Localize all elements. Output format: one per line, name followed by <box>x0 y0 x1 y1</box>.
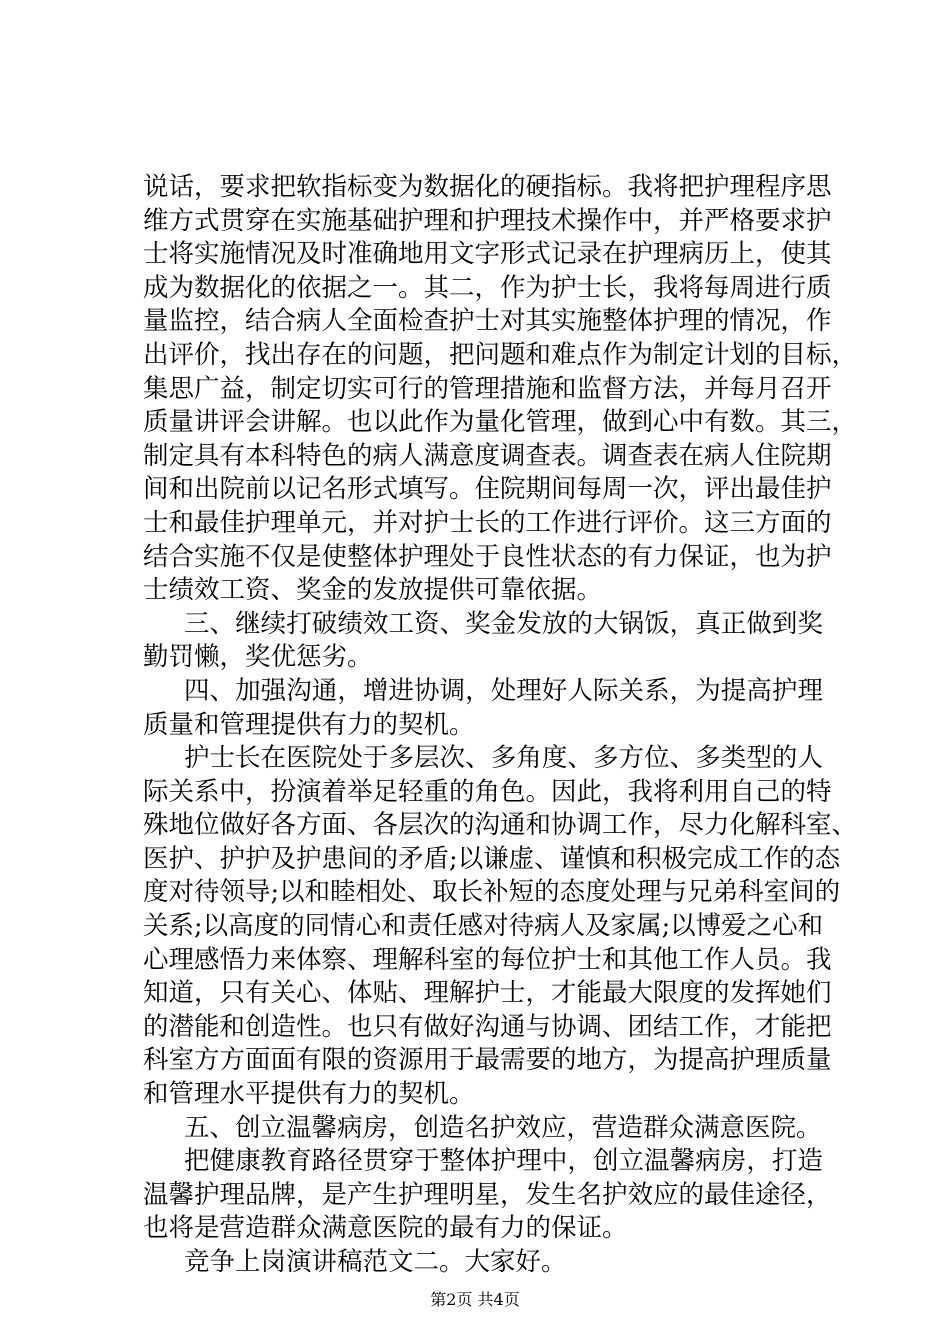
text-line: 量监控，结合病人全面检查护士对其实施整体护理的情况，作 <box>143 306 832 337</box>
text-line: 结合实施不仅是使整体护理处于良性状态的有力保证，也为护 <box>143 541 832 572</box>
text-line: 温馨护理品牌，是产生护理明星，发生名护效应的最佳途径， <box>143 1179 832 1210</box>
text-line: 出评价，找出存在的问题，把问题和难点作为制定计划的目标， <box>143 339 858 370</box>
text-line: 质量讲评会讲解。也以此作为量化管理，做到心中有数。其三， <box>143 407 858 438</box>
text-line: 的潜能和创造性。也只有做好沟通与协调、团结工作，才能把 <box>143 1011 832 1042</box>
text-line: 关系;以高度的同情心和责任感对待病人及家属;以博爱之心和 <box>143 911 824 942</box>
text-line: 和管理水平提供有力的契机。 <box>143 1079 475 1110</box>
text-line: 心理感悟力来体察、理解科室的每位护士和其他工作人员。我 <box>143 944 832 975</box>
text-line: 度对待领导;以和睦相处、取长补短的态度处理与兄弟科室间的 <box>143 877 841 908</box>
text-line: 士将实施情况及时准确地用文字形式记录在护理病历上，使其 <box>143 239 832 270</box>
text-line: 殊地位做好各方面、各层次的沟通和协调工作，尽力化解科室、 <box>143 810 858 841</box>
text-line: 三、继续打破绩效工资、奖金发放的大锅饭，真正做到奖 <box>184 608 823 639</box>
text-line: 四、加强沟通，增进协调，处理好人际关系，为提高护理 <box>184 675 823 706</box>
text-line: 维方式贯穿在实施基础护理和护理技术操作中，并严格要求护 <box>143 205 832 236</box>
text-line: 集思广益，制定切实可行的管理措施和监督方法，并每月召开 <box>143 373 832 404</box>
text-line: 制定具有本科特色的病人满意度调查表。调查表在病人住院期 <box>143 440 832 471</box>
text-line: 护士长在医院处于多层次、多角度、多方位、多类型的人 <box>184 743 823 774</box>
text-line: 把健康教育路径贯穿于整体护理中，创立温馨病房，打造 <box>184 1146 823 1177</box>
text-line: 间和出院前以记名形式填写。住院期间每周一次，评出最佳护 <box>143 474 832 505</box>
text-line: 也将是营造群众满意医院的最有力的保证。 <box>143 1213 628 1244</box>
text-line: 知道，只有关心、体贴、理解护士，才能最大限度的发挥她们 <box>143 978 832 1009</box>
text-line: 质量和管理提供有力的契机。 <box>143 709 475 740</box>
text-line: 医护、护护及护患间的矛盾;以谦虚、谨慎和积极完成工作的态 <box>143 843 841 874</box>
text-line: 成为数据化的依据之一。其二，作为护士长，我将每周进行质 <box>143 272 832 303</box>
text-line: 科室方方面面有限的资源用于最需要的地方，为提高护理质量 <box>143 1045 832 1076</box>
text-line: 五、创立温馨病房，创造名护效应，营造群众满意医院。 <box>184 1112 822 1143</box>
text-line: 士和最佳护理单元，并对护士长的工作进行评价。这三方面的 <box>143 507 832 538</box>
text-line: 际关系中，扮演着举足轻重的角色。因此，我将利用自己的特 <box>143 776 832 807</box>
text-line: 勤罚懒，奖优惩劣。 <box>143 642 373 673</box>
text-line: 说话，要求把软指标变为数据化的硬指标。我将把护理程序思 <box>143 172 832 202</box>
document-body <box>143 171 858 1280</box>
page-footer: 第2页 共4页 <box>430 1290 520 1309</box>
text-line: 竞争上岗演讲稿范文二。大家好。 <box>184 1247 567 1277</box>
text-line: 士绩效工资、奖金的发放提供可靠依据。 <box>143 575 603 606</box>
